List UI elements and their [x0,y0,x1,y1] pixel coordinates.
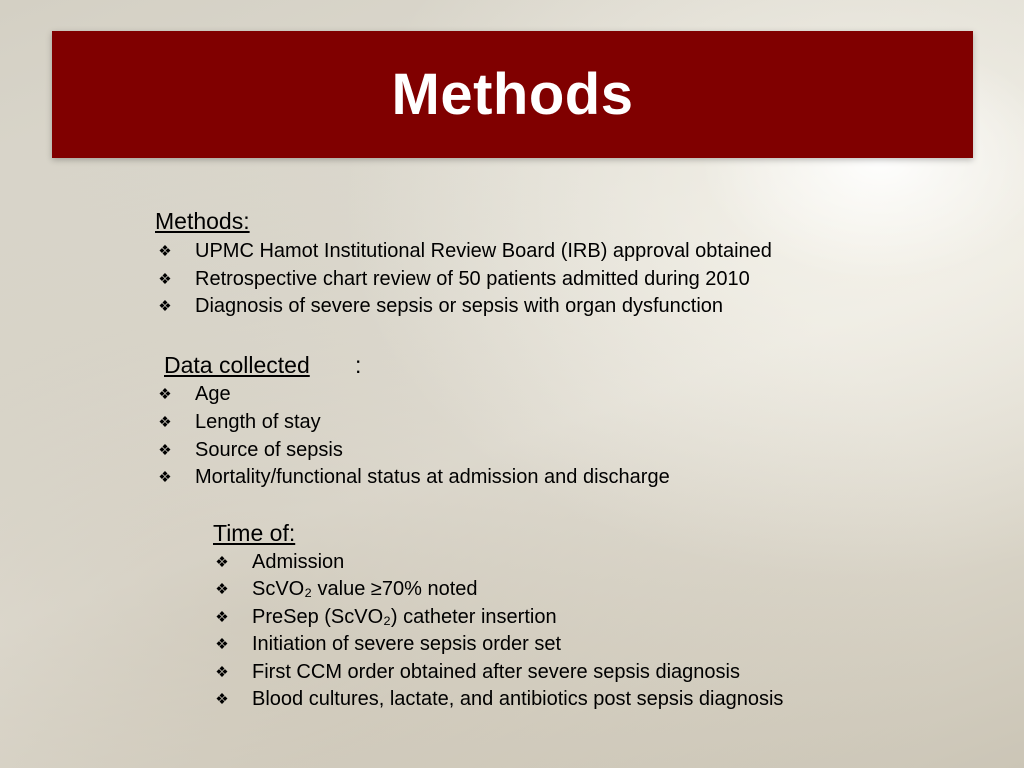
diamond-bullet-icon: ❖ [215,553,229,571]
diamond-bullet-icon: ❖ [215,635,229,653]
time-of-list-item [214,604,557,630]
data-collected-list-item [157,381,231,407]
methods-item-text: Retrospective chart review of 50 patients admitted during 2010 [195,267,750,290]
diamond-bullet-icon: ❖ [215,580,229,598]
slide-title: Methods [391,62,634,127]
time-of-item-text: ScVO₂ value ≥70% noted [252,577,478,600]
time-of-list-item [214,576,478,602]
diamond-bullet-icon: ❖ [158,468,172,486]
diamond-bullet-icon: ❖ [158,297,172,315]
diamond-bullet-icon: ❖ [158,270,172,288]
diamond-bullet-icon: ❖ [158,441,172,459]
time-of-item-text: Initiation of severe sepsis order set [252,632,562,655]
time-of-list-item [214,631,561,657]
data-collected-list-item [157,464,670,490]
time-of-item-text: First CCM order obtained after severe sepsis diagnosis [252,660,740,683]
data-collected-heading-colon: : [355,352,362,378]
time-of-list-item [214,686,783,712]
data-collected-item-text: Length of stay [195,410,321,433]
time-of-item-text: Admission [252,550,345,573]
methods-list-item [157,266,750,292]
data-collected-item-text: Source of sepsis [195,438,343,461]
time-of-item-text: PreSep (ScVO₂) catheter insertion [252,605,557,628]
time-of-list-item [214,659,740,685]
diamond-bullet-icon: ❖ [158,413,172,431]
data-collected-item-text: Age [195,382,231,405]
time-of-list-item [214,549,344,575]
data-collected-list-item [157,437,343,463]
diamond-bullet-icon: ❖ [158,385,172,403]
time-of-heading: Time of: [213,520,296,546]
diamond-bullet-icon: ❖ [215,663,229,681]
methods-list-item [157,238,772,264]
data-collected-list-item [157,409,321,435]
methods-item-text: Diagnosis of severe sepsis or sepsis with organ dysfunction [195,294,724,317]
data-collected-heading: Data collected [164,352,310,378]
methods-heading: Methods: [155,208,250,234]
data-collected-item-text: Mortality/functional status at admission and discharge [195,465,670,488]
methods-item-text: UPMC Hamot Institutional Review Board (IRB) approval obtained [195,239,772,262]
methods-list-item [157,293,723,319]
diamond-bullet-icon: ❖ [215,608,229,626]
time-of-item-text: Blood cultures, lactate, and antibiotics post sepsis diagnosis [252,687,784,710]
diamond-bullet-icon: ❖ [158,242,172,260]
diamond-bullet-icon: ❖ [215,690,229,708]
